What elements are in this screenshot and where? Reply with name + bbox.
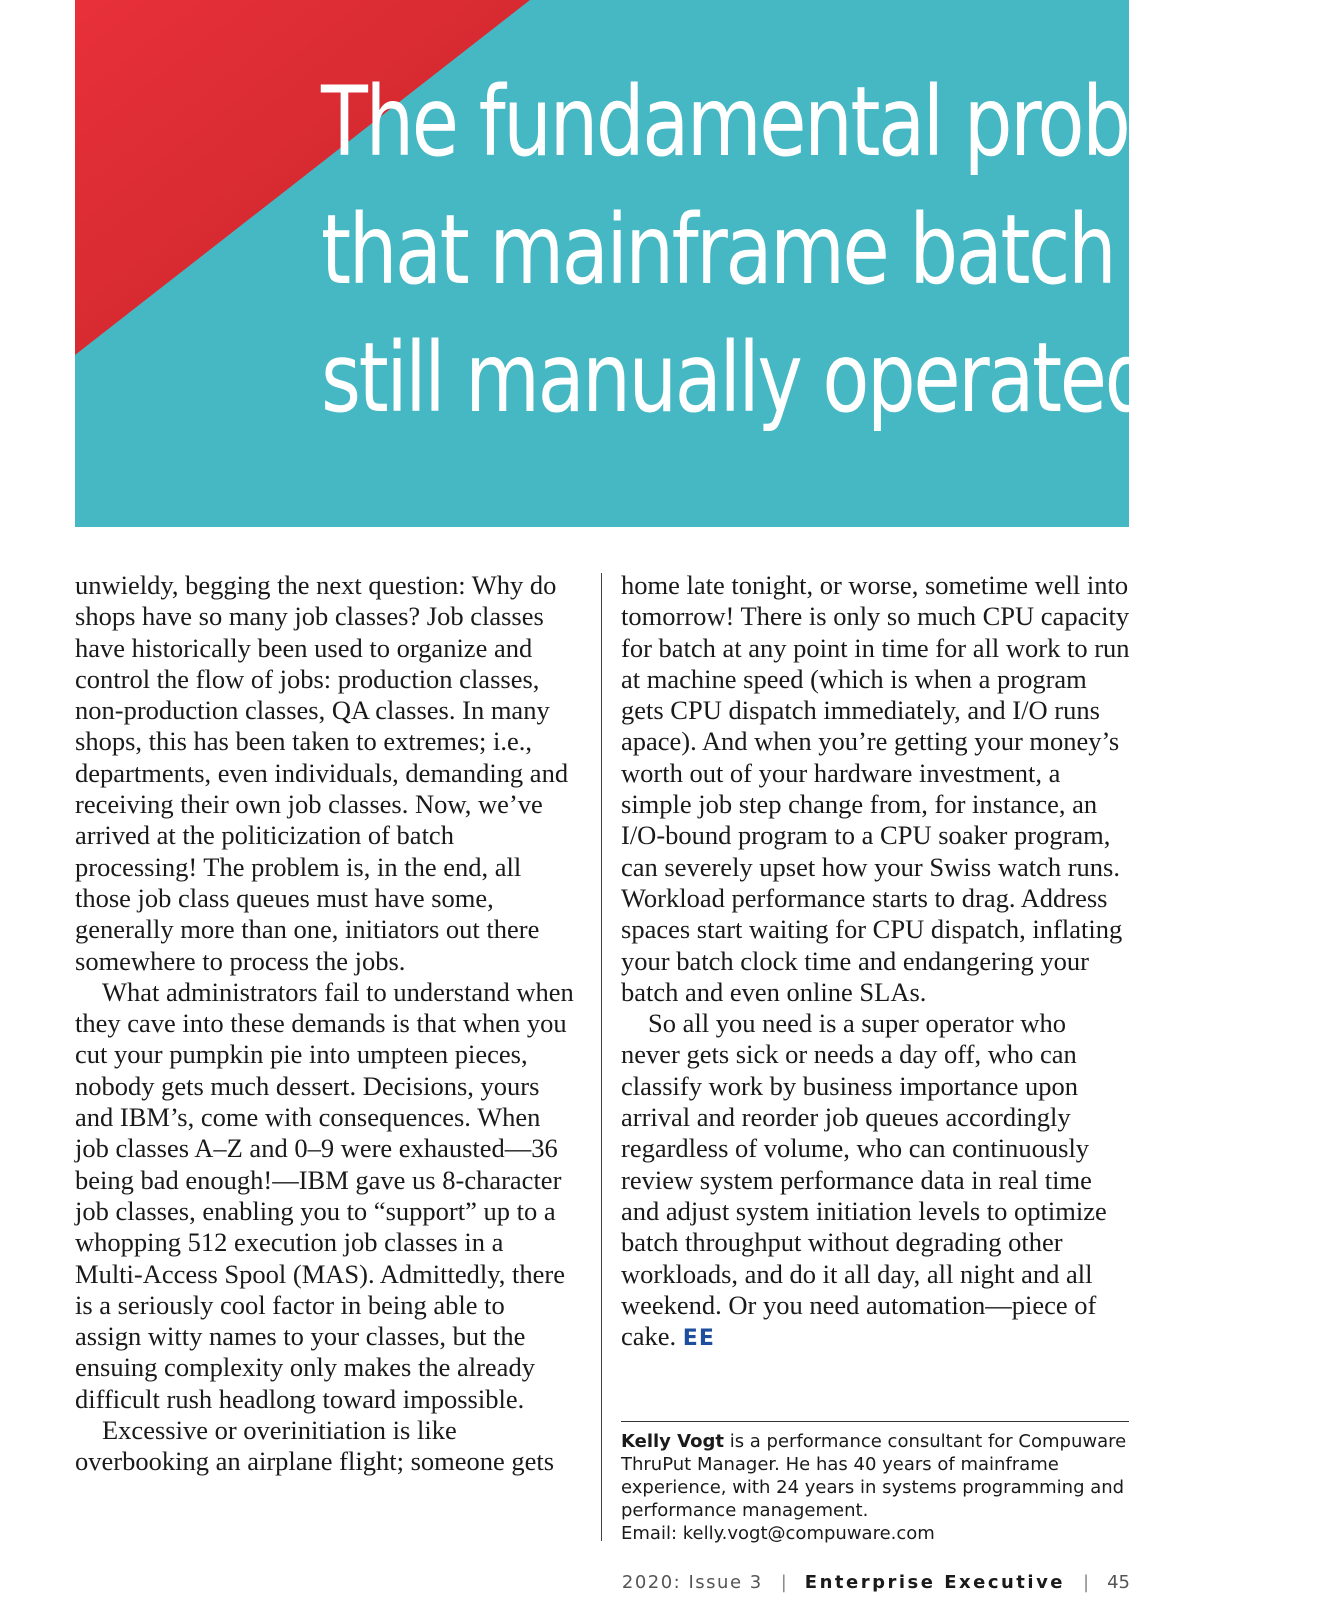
right-column bbox=[621, 570, 1131, 1354]
pull-quote-line: The fundamental problem is bbox=[321, 66, 1343, 178]
author-bio bbox=[621, 1421, 1129, 1545]
author-email[interactable]: Email: kelly.vogt@compuware.com bbox=[621, 1523, 935, 1544]
pull-quote-line: that mainframe batch is bbox=[321, 194, 1193, 306]
body-paragraph bbox=[621, 1008, 1131, 1354]
pull-quote-banner bbox=[75, 0, 1343, 527]
body-paragraph: What administrators fail to understand when they cave into these demands is that when you cut your pumpkin pie into umpteen pieces, nobody gets much dessert. Decisions, yours and IBM’s, come with consequences. When job classes A–Z and 0–9 were exhausted—36 being bad enough!—IBM gave us 8-character job classes, enabling you to “support” up to a whopping 512 execution job classes in a Multi-Access Spool (MAS). Admittedly, there is a seriously cool factor in being able to assign witty names to your classes, but the ensuing complexity only makes the already difficult rush headlong toward impossible. bbox=[75, 976, 574, 1414]
footer-separator: | bbox=[780, 1571, 787, 1593]
body-paragraph: home late tonight, or worse, sometime well into tomorrow! There is only so much CPU capacity for batch at any point in time for all work to run at machine speed (which is when a program gets CPU dispatch immediately, and I/O runs apace). And when you’re getting your money’s worth out of your hardware investment, a simple job step change from, for instance, an I/O-bound program to a CPU soaker program, can severely upset how your Swiss watch runs. Workload performance starts to drag. Address spaces start waiting for CPU dispatch, inflating your batch clock time and endangering your batch and even online SLAs. bbox=[621, 570, 1130, 1007]
body-paragraph-text: So all you need is a super operator who never gets sick or needs a day off, who can classify work by business importance upon arrival and reorder job queues accordingly regardless of volume, who can continuously review system performance data in real time and adjust system initiation levels to optimize batch throughput without degrading other workloads, and do it all day, all night and all weekend. Or you need automation—piece of cake. bbox=[621, 1008, 1107, 1352]
author-name: Kelly Vogt bbox=[621, 1431, 724, 1452]
bio-text bbox=[621, 1430, 1129, 1522]
pull-quote bbox=[321, 58, 1343, 442]
publication-name: Enterprise Executive bbox=[804, 1571, 1066, 1593]
bio-description: is a performance consultant for Compuware ThruPut Manager. He has 40 years of mainframe experience, with 24 years in systems programming and performance management. bbox=[621, 1431, 1127, 1521]
column-divider bbox=[601, 573, 602, 1541]
footer-separator: | bbox=[1083, 1571, 1090, 1593]
page-number: 45 bbox=[1107, 1571, 1130, 1593]
left-column bbox=[75, 570, 575, 1478]
issue-label: 2020: Issue 3 bbox=[621, 1571, 763, 1593]
body-paragraph: unwieldy, begging the next question: Why do shops have so many job classes? Job classes have historically been used to organize and control the flow of jobs: production classes, non-production classes, QA classes. In many shops, this has been taken to extremes; i.e., departments, even individuals, demanding and receiving their own job classes. Now, we’ve arrived at the politicization of batch processing! The problem is, in the end, all those job class queues must have some, generally more than one, initiators out there somewhere to process the jobs. bbox=[75, 570, 569, 976]
end-mark: EE bbox=[682, 1326, 715, 1352]
body-paragraph: Excessive or overinitiation is like overbooking an airplane flight; someone gets bbox=[75, 1415, 555, 1477]
page-footer bbox=[622, 1567, 1130, 1597]
pull-quote-line: still manually operated. bbox=[321, 322, 1173, 434]
